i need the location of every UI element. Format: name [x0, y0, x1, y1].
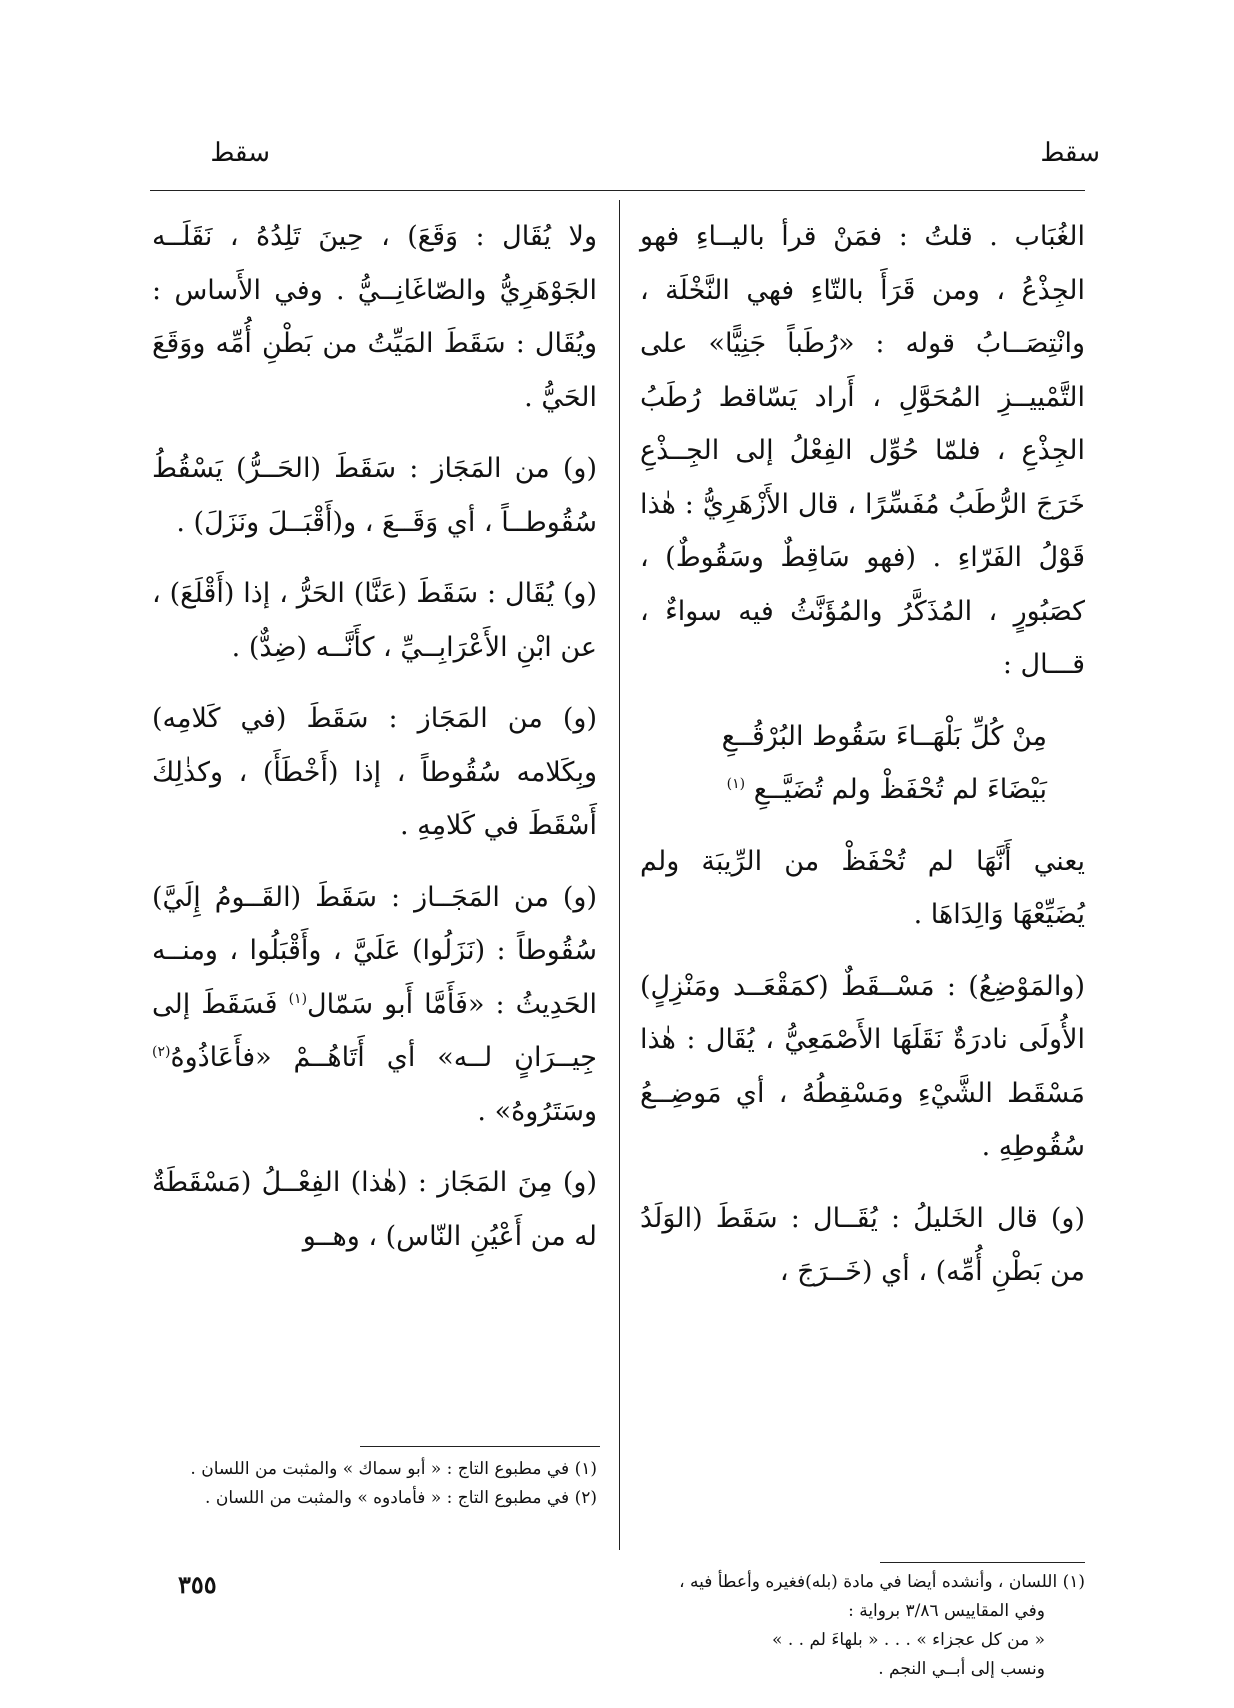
- footnote-right-line-4: ونسب إلى أبــي النجم .: [878, 1659, 1045, 1679]
- footnote-right-line-1: (١) اللسان ، وأنشده أيضا في مادة (بله)فغيره وأعطأ فيه ،: [679, 1572, 1085, 1592]
- right-paragraph-1: الغُبَاب . قلتُ : فمَنْ قرأ باليــاءِ فهو الجِذْعُ ، ومن قَرَأَ بالتّاءِ فهي النَّخْلَة ، وانْتِصَــابُ قوله : «رُطَباً جَنِيًّا» على التَّمْييــزِ المُحَوَّلِ ، أَراد يَسّاقط رُطَبُ الجِذْعِ ، فلمّا حُوِّل الفِعْلُ إلى الجِــذْعِ خَرَجَ الرُّطَبُ مُفَسِّرًا ، قال الأَزْهَرِيُّ : هٰذا قَوْلُ الفَرّاءِ . (فهو سَاقِطٌ وسَقُوطٌ) ، كصَبُورٍ ، المُذَكَّرُ والمُؤَنَّثُ فيه سواءٌ ، قـــال :: [640, 221, 1085, 680]
- left-paragraph-2: (و) من المَجَاز : سَقَطَ (الحَــرُّ) يَسْقُطُ سُقُوطــاً ، أي وَقَــعَ ، و(أَقْبَــلَ ونَزَلَ) .: [152, 453, 597, 538]
- verse-footnote-marker: (١): [726, 776, 746, 792]
- left-paragraph-3: (و) يُقَال : سَقَطَ (عَنَّا) الحَرُّ ، إذا (أَقْلَعَ) ، عن ابْنِ الأَعْرَابِــيِّ ، كأَنَّــه (ضِدٌّ) .: [152, 578, 597, 663]
- header-keyword-right: سقط: [1040, 138, 1100, 168]
- footnote-right-line-2: وفي المقاييس ٣/٨٦ برواية :: [848, 1601, 1045, 1621]
- left-column: [152, 210, 597, 1281]
- left-paragraph-1: ولا يُقَال : وَقَعَ) ، حِينَ تَلِدُهُ ، نَقَلَــه الجَوْهَرِيُّ والصّاغَانِــيُّ . وفي الأَساس : ويُقَال : سَقَطَ المَيِّتُ من بَطْنِ أُمِّه ووَقَعَ الحَيُّ .: [152, 221, 597, 413]
- footnote-marker-2: (٢): [152, 1044, 171, 1060]
- right-column: [640, 210, 1085, 1317]
- footnote-marker-1: (١): [288, 990, 308, 1007]
- right-paragraph-2: يعني أَنَّهَا لم تُحْفَظْ من الرِّيبَة ولم يُضَيِّعْهَا وَالِدَاهَا .: [640, 845, 1085, 930]
- left-paragraph-6: (و) مِنَ المَجَاز : (هٰذا) الفِعْــلُ (مَسْقَطَةٌ له من أَعْيُنِ النّاس) ، وهــو: [152, 1167, 597, 1252]
- footnote-rule-right: [880, 1562, 1085, 1563]
- footnotes-left: [152, 1455, 597, 1513]
- verse-line-2: [640, 763, 1047, 817]
- left-paragraph-5: [152, 871, 597, 1139]
- header-rule: [150, 190, 1085, 191]
- right-paragraph-3: (والمَوْضِعُ) : مَسْــقَطٌ (كمَقْعَــد ومَنْزِلٍ) الأُولَى نادرَةٌ نَقَلَهَا الأَصْمَعِيُّ ، يُقَال : هٰذا مَسْقَط الشَّيْءِ ومَسْقِطُهُ ، أي مَوضِــعُ سُقُوطِهِ .: [640, 970, 1085, 1162]
- column-divider: [619, 200, 620, 1550]
- verse-line-1: مِنْ كُلِّ بَلْهَــاءَ سَقُوط البُرْقُــعِ: [721, 720, 1047, 752]
- right-paragraph-4: (و) قال الخَليلُ : يُقَــال : سَقَطَ (الوَلَدُ من بَطْنِ أُمِّه) ، أي (خَــرَجَ ،: [640, 1202, 1085, 1287]
- footnotes-right: [640, 1568, 1085, 1684]
- verse-line-2-text: بَيْضَاءَ لم تُحْفَظْ ولم تُضَيَّــعِ: [753, 774, 1047, 805]
- footnote-left-line-1: (١) في مطبوع التاج : « أبو سماك » والمثبت من اللسان .: [190, 1459, 597, 1479]
- poetry-verse: [640, 710, 1085, 817]
- footnote-right-line-3: « من كل عجزاء » . . . « بلهاءَ لم . . »: [772, 1630, 1045, 1650]
- left-paragraph-5-end: وسَتَرُوهُ» .: [477, 1095, 597, 1127]
- left-paragraph-5-cont: فَسَقَطَ إلى جِيــرَانٍ لــه» أي أَتَاهُــمْ «فأَعَاذُوهُ: [152, 988, 597, 1073]
- footnote-left-line-2: (٢) في مطبوع التاج : « فأمادوه » والمثبت من اللسان .: [205, 1488, 597, 1508]
- page-number: ٣٥٥: [178, 1570, 217, 1599]
- header-keyword-left: سقط: [210, 138, 270, 168]
- left-paragraph-5-text: (و) من المَجَــاز : سَقَطَ (القَــومُ إِلَيَّ) سُقُوطاً : (نَزَلُوا) عَلَيَّ ، وأَقْبَلُوا ، ومنــه الحَدِيثُ : «فَأَمَّا أَبو سَمّال: [152, 881, 597, 1020]
- footnote-rule-left: [360, 1446, 600, 1447]
- left-paragraph-4: (و) من المَجَاز : سَقَطَ (في كَلامِه) وبِكَلامه سُقُوطاً ، إذا (أَخْطَأَ) ، وكذٰلِكَ أَسْقَطَ في كَلامِهِ .: [152, 703, 597, 841]
